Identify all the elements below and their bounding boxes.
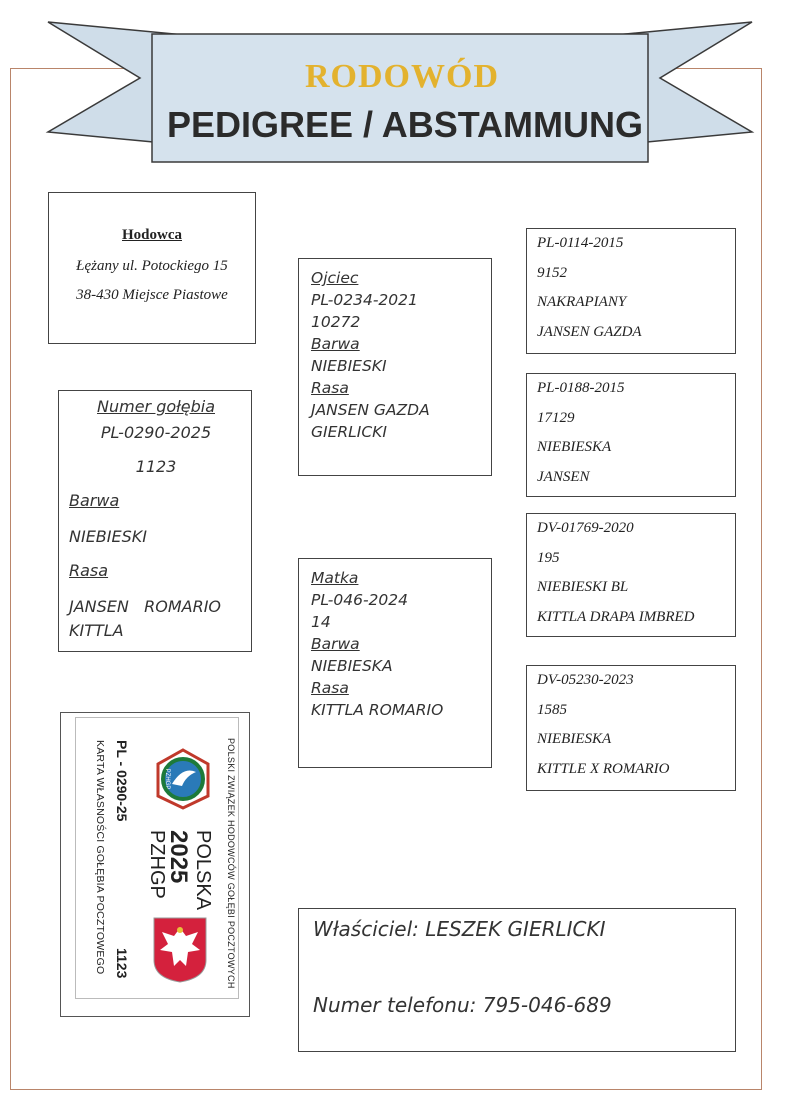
grandparent-number: 1585 [537, 701, 567, 718]
ownership-card [60, 712, 250, 1017]
polish-eagle-emblem [152, 916, 208, 984]
grandparent-color: NAKRAPIANY [537, 294, 627, 310]
card-association: POLSKI ZWIĄZEK HODOWCÓW GOŁĘBI POCZTOWYCH [226, 738, 236, 989]
grandparent-color: NIEBIESKA [537, 731, 612, 747]
grandparent-box [526, 228, 736, 354]
father-color: NIEBIESKI [311, 357, 387, 375]
mother-label: Matka [311, 569, 359, 587]
pigeon-number: 1123 [135, 457, 177, 476]
pigeon-ring-label: Numer gołębia [97, 397, 215, 416]
pigeon-breed2: KITTLA [69, 621, 124, 640]
father-breed-label: Rasa [311, 379, 349, 397]
grandparent-ring: PL-0114-2015 [537, 235, 624, 251]
grandparent-number: 17129 [537, 409, 575, 426]
card-country: POLSKA [192, 830, 214, 911]
father-number: 10272 [311, 313, 361, 331]
pigeon-breed: JANSEN ROMARIO [69, 597, 222, 616]
breeder-box [48, 192, 256, 344]
card-abbr: PZHGP [146, 830, 168, 899]
mother-ring: PL-046-2024 [311, 591, 408, 609]
father-color-label: Barwa [311, 335, 360, 353]
pzhgp-logo-text: PZHGP [164, 768, 170, 790]
grandparent-box [526, 665, 736, 791]
pigeon-color-label: Barwa [69, 491, 120, 510]
grandparent-ring: PL-0188-2015 [537, 380, 625, 396]
pigeon-color: NIEBIESKI [69, 527, 147, 546]
father-breed: JANSEN GAZDA [311, 401, 430, 419]
pigeon-box [58, 390, 252, 652]
card-year: 2025 [165, 830, 192, 884]
grandparent-ring: DV-05230-2023 [537, 672, 634, 688]
grandparent-color: NIEBIESKI BL [537, 579, 629, 595]
father-breed2: GIERLICKI [311, 423, 387, 441]
breeder-label: Hodowca [122, 227, 182, 243]
grandparent-number: 9152 [537, 264, 567, 281]
mother-number: 14 [311, 613, 331, 631]
title-pedigree: PEDIGREE / ABSTAMMUNG [166, 104, 643, 145]
father-box [298, 258, 492, 476]
ownership-card-scan [75, 717, 239, 999]
father-ring: PL-0234-2021 [311, 291, 418, 309]
grandparent-box [526, 373, 736, 497]
grandparent-breed: JANSEN GAZDA [537, 323, 642, 340]
grandparent-color: NIEBIESKA [537, 439, 612, 455]
grandparent-ring: DV-01769-2020 [537, 520, 634, 536]
grandparent-breed: KITTLE X ROMARIO [537, 760, 670, 777]
owner-name: Właściciel: LESZEK GIERLICKI [313, 917, 606, 941]
mother-breed-label: Rasa [311, 679, 349, 697]
mother-color-label: Barwa [311, 635, 360, 653]
card-ring: PL - 0290-25 [114, 740, 130, 822]
owner-phone: Numer telefonu: 795-046-689 [313, 993, 612, 1017]
breeder-address-line1: Łężany ul. Potockiego 15 [76, 258, 228, 274]
grandparent-breed: KITTLA DRAPA IMBRED [537, 608, 695, 625]
mother-color: NIEBIESKA [311, 657, 393, 675]
mother-box [298, 558, 492, 768]
breeder-address-line2: 38-430 Miejsce Piastowe [76, 287, 228, 303]
pigeon-ring: PL-0290-2025 [100, 423, 212, 442]
grandparent-breed: JANSEN [537, 468, 590, 485]
owner-box [298, 908, 736, 1052]
pigeon-breed-label: Rasa [69, 561, 109, 580]
father-label: Ojciec [311, 269, 359, 287]
grandparent-number: 195 [537, 549, 560, 566]
grandparent-box [526, 513, 736, 637]
title-rodowod: RODOWÓD [305, 58, 499, 95]
mother-breed: KITTLA ROMARIO [311, 701, 444, 719]
pzhgp-logo [150, 746, 216, 812]
card-title: KARTA WŁASNOŚCI GOŁĘBIA POCZTOWEGO [94, 740, 106, 975]
card-number: 1123 [114, 948, 130, 979]
